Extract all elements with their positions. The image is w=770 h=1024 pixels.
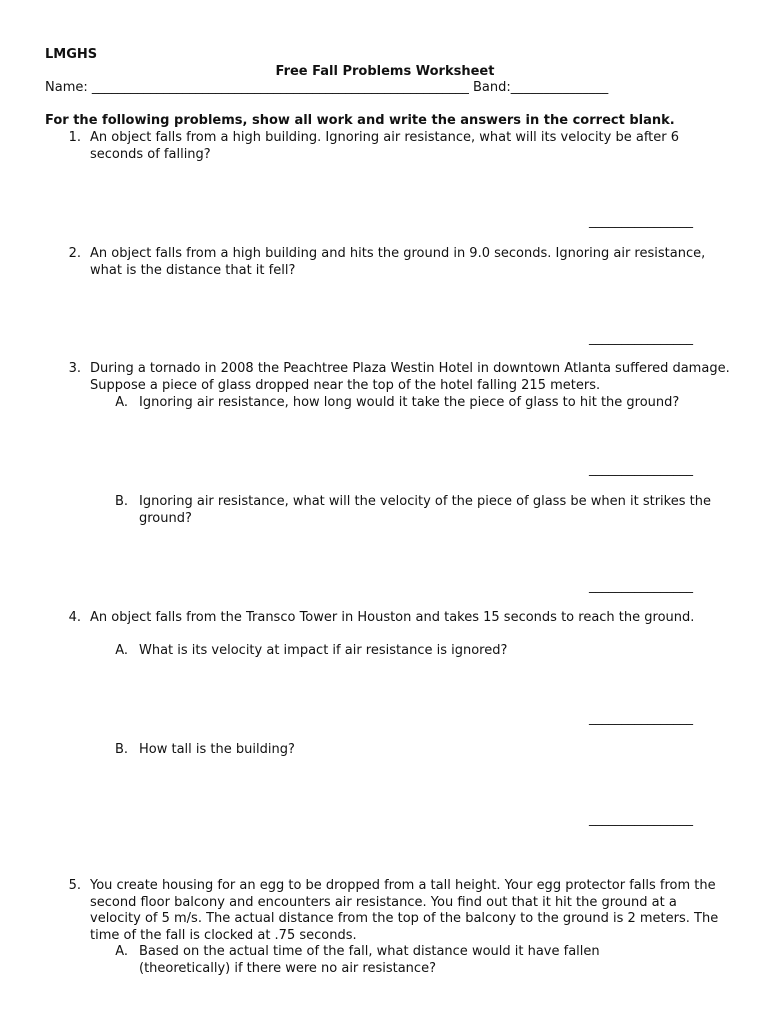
question-text: You create housing for an egg to be dropped from a tall height. Your egg protector falls from the second floor balcony and encounters air resistance. You find out that it hit the ground at a velocity of 5 m/s. The actual distance from the top of the balcony to the ground is 2 meters. The time of the fall is clocked at .75 seconds. [90,878,719,943]
worksheet-title: Free Fall Problems Worksheet [275,64,495,79]
question-number: 5. [68,878,81,893]
question-number: 4. [68,610,81,625]
question-text: An object falls from the Transco Tower in Houston and takes 15 seconds to reach the ground. [90,610,695,625]
band-blank: _______________ [510,80,609,95]
subquestion-text: Based on the actual time of the fall, what distance would it have fallen (theoretically) if there were no air resistance? [139,944,600,976]
question-number: 2. [68,246,81,261]
answer-blank: ________________ [589,711,693,726]
name-label: Name: [45,80,92,95]
answer-blank: ________________ [589,331,693,346]
band-label: Band: [468,80,511,95]
name-blank: __________________________________________________________ [91,80,469,95]
subquestion-text: Ignoring air resistance, what will the velocity of the piece of glass be when it strikes the ground? [139,494,711,526]
subquestion-label: B. [114,742,128,757]
instructions: For the following problems, show all work and write the answers in the correct blank. [45,113,675,128]
school-name: LMGHS [45,47,98,62]
answer-blank: ________________ [589,462,693,477]
subquestion-label: A. [115,395,128,410]
subquestion-text: What is its velocity at impact if air resistance is ignored? [139,643,508,658]
question-text: An object falls from a high building. Ignoring air resistance, what will its velocity be after 6 seconds of falling? [90,130,680,162]
question-number: 1. [68,130,81,145]
question-text: During a tornado in 2008 the Peachtree Plaza Westin Hotel in downtown Atlanta suffered damage. Suppose a piece of glass dropped near the top of the hotel falling 215 meters. [90,361,730,393]
subquestion-text: How tall is the building? [139,742,295,757]
answer-blank: ________________ [589,579,693,594]
name-band-line [45,80,608,97]
question-text: An object falls from a high building and hits the ground in 9.0 seconds. Ignoring air resistance, what is the distance that it fell? [90,246,706,278]
subquestion-label: A. [115,944,128,959]
subquestion-label: B. [114,494,128,509]
answer-blank: ________________ [589,812,693,827]
question-number: 3. [68,361,81,376]
subquestion-text: Ignoring air resistance, how long would it take the piece of glass to hit the ground? [139,395,680,410]
subquestion-label: A. [115,643,128,658]
answer-blank: ________________ [589,214,693,229]
